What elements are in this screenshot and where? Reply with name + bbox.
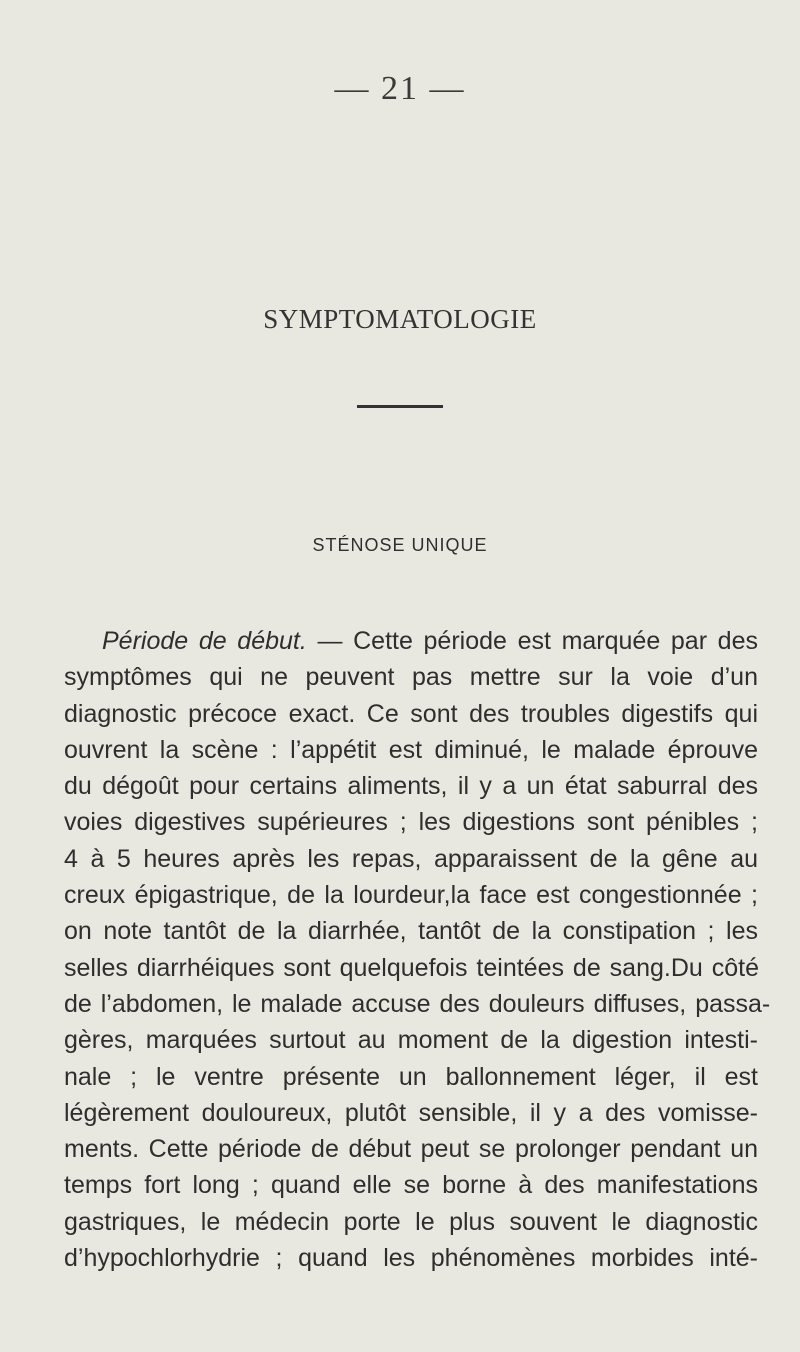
paragraph-line: gastriques, le médecin porte le plus souvent le diagnostic (64, 1207, 758, 1236)
paragraph-line: ouvrent la scène : l’appétit est diminué, le malade éprouve (64, 735, 758, 764)
paragraph-lead-in: Période de début. (102, 627, 307, 655)
paragraph-line: ments. Cette période de début peut se prolonger pendant un (64, 1135, 758, 1164)
paragraph-line: on note tantôt de la diarrhée, tantôt de la constipation ; les (64, 917, 758, 946)
paragraph-line: nale ; le ventre présente un ballonnement léger, il est (64, 1062, 758, 1091)
paragraph-line: du dégoût pour certains aliments, il y a un état saburral des (64, 772, 758, 801)
paragraph-line: creux épigastrique, de la lourdeur,la face est congestionnée ; (64, 881, 758, 910)
title-rule (357, 405, 443, 408)
paragraph-line: légèrement douloureux, plutôt sensible, il y a des vomisse- (64, 1098, 758, 1127)
paragraph-first-line (64, 623, 758, 659)
page-number: — 21 — (334, 70, 466, 107)
paragraph-line: d’hypochlorhydrie ; quand les phénomènes morbides inté- (64, 1244, 758, 1273)
paragraph-line: diagnostic précoce exact. Ce sont des troubles digestifs qui (64, 699, 758, 728)
paragraph-line: temps fort long ; quand elle se borne à des manifestations (64, 1171, 758, 1200)
paragraph-line: symptômes qui ne peuvent pas mettre sur la voie d’un (64, 663, 758, 692)
paragraph-line: selles diarrhéiques sont quelquefois teintées de sang.Du côté (64, 953, 759, 982)
body-paragraph (64, 623, 771, 1276)
paragraph-first-line-text: — Cette période est marquée par des (306, 627, 758, 655)
paragraph-line: gères, marquées surtout au moment de la digestion intesti- (64, 1026, 758, 1055)
section-title: STÉNOSE UNIQUE (312, 535, 488, 555)
paragraph-line: de l’abdomen, le malade accuse des douleurs diffuses, passa- (64, 989, 771, 1018)
paragraph-line: 4 à 5 heures après les repas, apparaissent de la gêne au (64, 844, 758, 873)
chapter-title: SYMPTOMATOLOGIE (263, 304, 537, 334)
paragraph-line: voies digestives supérieures ; les digestions sont pénibles ; (64, 808, 758, 837)
